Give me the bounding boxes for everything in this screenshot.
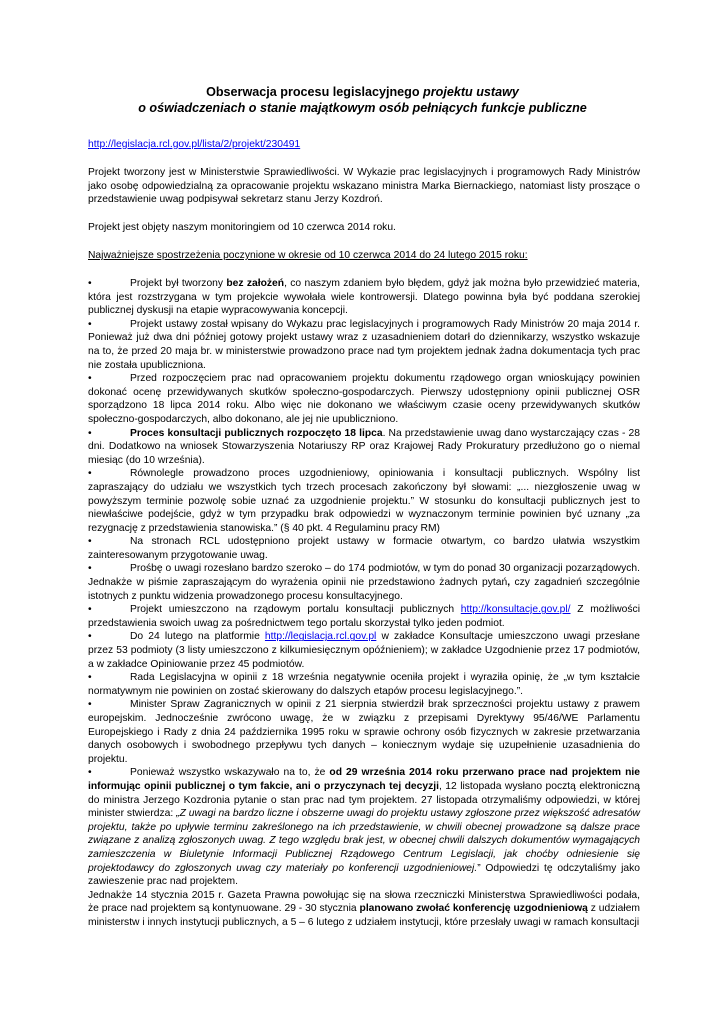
- monitoring-paragraph: Projekt jest objęty naszym monitoringiem od 10 czerwca 2014 roku.: [88, 222, 396, 233]
- tail-paragraph: Jednakże 14 stycznia 2015 r. Gazeta Prawna powołując się na słowa rzeczniczki Ministerstwa Sprawiedliwości podała, że prace nad projektem są kontynuowane. 29 - 30 stycznia planowano zwołać konferencję uzgodnieniową z udziałem ministerstw i innych instytucji publicznych, a 5 – 6 lutego z udziałem instytucji, które przesłały uwagi w ramach konsultacji: [88, 889, 640, 928]
- bullet-icon: •: [88, 699, 92, 711]
- bullet-icon: •: [88, 427, 92, 439]
- list-item: • Równolegle prowadzono proces uzgodnieniowy, opiniowania i konsultacji publicznych. Wspólny list zapraszający do udziału we wszystkich tych trzech procesach zakończony był słowami: „... niezgłoszenie uwag w powyższym terminie pozwolę sobie uznać za uzgodnienie projektu.” W stosunku do konsultacji publicznych jest to niewłaściwe podejście, gdyż w tym przypadku brak odpowiedzi w wyznaczonym terminie powinien być uznany „za rezygnację z przedstawienia stanowiska.” (§ 40 pkt. 4 Regulaminu pracy RM): [88, 468, 640, 534]
- title-line-2: [0, 100, 725, 116]
- bullet-icon: •: [88, 278, 92, 289]
- list-item: • Ponieważ wszystko wskazywało na to, że od 29 września 2014 roku przerwano prace nad projektem nie informując opinii publicznej o tym fakcie, ani o przyczynach tej decyzji, 12 listopada wysłano pocztą elektroniczną do ministra Jerzego Kozdronia pytanie o stan prac nad tym projektem. 27 listopada otrzymaliśmy odpowiedzi, w której minister stwierdza: „Z uwagi na bardzo liczne i obszerne uwagi do projektu ustawy zgłoszone przez większość adresatów projektu, także po upływie terminu zakreślonego na ich przedstawienie, w chwili obecnej prowadzone są dalsze prace związane z analizą zgłoszonych uwag. Z tego względu brak jest, w obecnej chwili dalszych dokumentów wymagających zamieszczenia w Biuletynie Informacji Publicznej Rządowego Centrum Legislacji, jak choćby odniesienie się projektodawcy do zgłoszonych uwag czy materiały po konferencji uzgodnieniowej.” Odpowiedzi tę odczytaliśmy jako zawieszenie prac nad projektem.: [88, 767, 641, 888]
- title-line-1: [0, 84, 725, 100]
- list-item: • Proces konsultacji publicznych rozpoczęto 18 lipca. Na przedstawienie uwag dano wystarczający czas - 28 dni. Dodatkowo na wniosek Stowarzyszenia Notariuszy RP oraz Krajowej Rady Prokuratury przedłużono go o niemal miesiąc (do 10 września).: [88, 427, 640, 466]
- konsultacje-link[interactable]: http://konsultacje.gov.pl/: [460, 604, 571, 616]
- bullet-icon: •: [88, 468, 92, 480]
- list-item: • Minister Spraw Zagranicznych w opinii z 21 sierpnia stwierdził brak sprzeczności projektu ustawy z prawem europejskim. Jednocześnie zwrócono uwagę, że w związku z przepisami Dyrektywy 95/46/WE Parlamentu Europejskiego i Rady z dnia 24 października 1995 roku w sprawie ochrony osób fizycznych w zakresie przetwarzania danych osobowych i swobodnego przepływu tych danych – koniecznym wydaje się uzupełnienie uzasadnienia do projektu.: [88, 699, 640, 765]
- bullet-icon: •: [88, 604, 92, 616]
- list-item: • Na stronach RCL udostępniono projekt ustawy w formacie otwartym, co bardzo ułatwia wszystkim zainteresowanym przygotowanie uwag.: [88, 536, 640, 561]
- bullet-icon: •: [88, 373, 92, 385]
- document-title: [0, 84, 725, 116]
- intro-paragraph: Projekt tworzony jest w Ministerstwie Sprawiedliwości. W Wykazie prac legislacyjnych i programowych Rady Ministrów jako osobę odpowiedzialną za opracowanie projektu wskazano ministra Marka Biernackiego, natomiast listy proszące o przedstawienie uwag podpisywał sekretarz stanu Jerzy Kozdroń.: [88, 167, 640, 206]
- legislacja-link[interactable]: http://legislacja.rcl.gov.pl: [264, 631, 377, 643]
- bullet-icon: •: [88, 672, 92, 684]
- title-line-1-italic: projektu ustawy: [423, 85, 519, 99]
- bullet-icon: •: [88, 767, 92, 779]
- title-line-2-italic: o oświadczeniach o stanie majątkowym osób pełniących funkcje publiczne: [138, 101, 587, 115]
- findings-list: [88, 277, 640, 930]
- bullet-icon: •: [88, 318, 92, 330]
- list-item: • Przed rozpoczęciem prac nad opracowaniem projektu dokumentu rządowego organ wnioskujący powinien dokonać ocenę przewidywanych skutków społeczno-gospodarczych. Pierwszy udostępniony opinii publicznej OSR sporządzono 18 lipca 2014 roku. Albo więc nie dokonano we właściwym czasie oceny przewidywanych skutków społeczno-gospodarczych, albo dokonano, ale jej nie upubliczniono.: [88, 373, 640, 425]
- project-url-paragraph: [88, 138, 640, 152]
- list-item: • Do 24 lutego na platformie http://legislacja.rcl.gov.pl w zakładce Konsultacje umieszczono uwagi przesłane przez 53 podmioty (3 listy umieszczono z kilkumiesięcznym opóźnieniem); w zakładce Uzgodnienie przez 17 podmiotów, a w zakładce Opiniowanie przez 45 podmiotów.: [88, 631, 640, 670]
- bullet-icon: •: [88, 631, 92, 643]
- list-item: • Projekt ustawy został wpisany do Wykazu prac legislacyjnych i programowych Rady Ministrów 20 maja 2014 r. Ponieważ już dwa dni później gotowy projekt ustawy wraz z uzasadnieniem dotarł do dziennikarzy, wszystko wskazuje na to, że przed 20 maja br. w ministerstwie prowadzono prace nad tym projektem jednak żadna dokumentacja tych prac nie została upubliczniona.: [88, 318, 640, 371]
- list-item: • Prośbę o uwagi rozesłano bardzo szeroko – do 174 podmiotów, w tym do ponad 30 organizacji pozarządowych. Jednakże w piśmie zapraszającym do wyrażenia opinii nie przedstawiono żadnych pytań, czy zagadnień szczególnie istotnych z punktu widzenia prowadzonego procesu konsultacyjnego.: [88, 563, 641, 602]
- findings-heading: Najważniejsze spostrzeżenia poczynione w okresie od 10 czerwca 2014 do 24 lutego 2015 roku:: [88, 250, 528, 261]
- list-item: • Projekt był tworzony bez założeń, co naszym zdaniem było błędem, gdyż jak można było przewidzieć materia, która jest rozstrzygana w tym projekcie wywołała wiele kontrowersji. Dlatego powinna była być poddana szerokiej publicznej dyskusji na etapie wypracowywania koncepcji.: [88, 278, 640, 317]
- project-url-link[interactable]: http://legislacja.rcl.gov.pl/lista/2/projekt/230491: [88, 139, 301, 150]
- bullet-icon: •: [88, 563, 92, 575]
- bullet-icon: •: [88, 536, 92, 548]
- list-item: • Projekt umieszczono na rządowym portalu konsultacji publicznych http://konsultacje.gov.pl/ Z możliwości przedstawienia swoich uwag za pośrednictwem tego portalu skorzystał tylko jeden podmiot.: [88, 604, 640, 629]
- title-line-1-regular: Obserwacja procesu legislacyjnego: [206, 85, 424, 99]
- list-item: • Rada Legislacyjna w opinii z 18 września negatywnie oceniła projekt i wyraziła opinię, że „w tym kształcie normatywnym nie powinien on zostać skierowany do dalszych etapów procesu legislacyjnego.”.: [88, 672, 640, 697]
